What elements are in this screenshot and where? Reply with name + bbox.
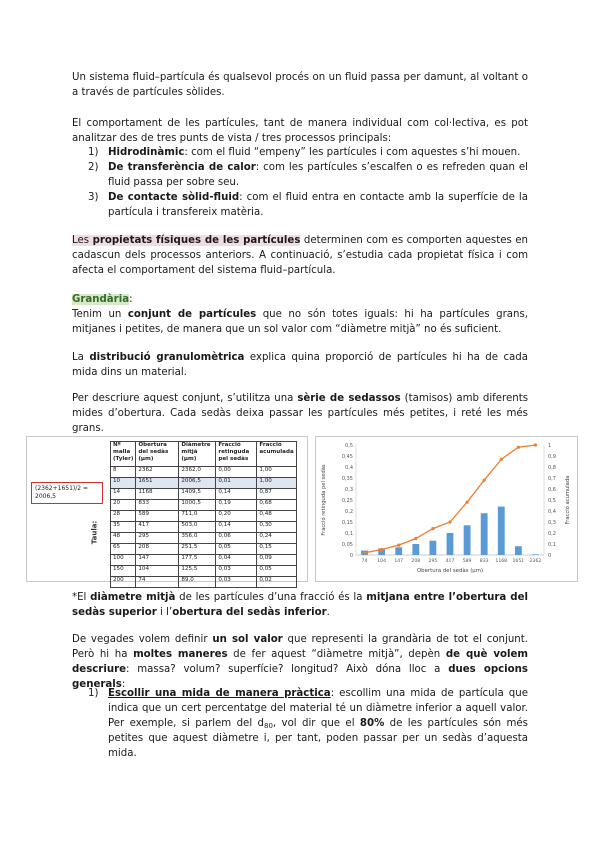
list-item: 3) De contacte sòlid-fluid: com el fluid entra en contacte amb la superfície de la partícula i transfereix matèria. [88,192,528,218]
bar [532,554,539,555]
x-tick-label: 1651 [512,559,525,564]
y2-tick-label: 0,3 [548,519,556,526]
table-cell: 0,03 [216,566,257,577]
table-cell: 10 [111,478,136,489]
table-cell: 20 [111,500,136,511]
table-cell: 0,14 [216,522,257,533]
y2-tick-label: 0,8 [548,464,556,471]
table-cell: 1409,5 [179,489,216,500]
table-cell: 0,01 [216,478,257,489]
table-cell: 1651 [136,478,179,489]
single-value-paragraph: De vegades volem definir un sol valor que representi la grandària de tot el conjunt. Però hi ha moltes maneres de fer aquest “diàmetre mitjà”, depèn de què volem descriure: massa? volum? superfície? longitud? Això dóna lloc a dues opcions generals: [72,634,528,690]
table-cell: 125,5 [179,566,216,577]
table-row [111,467,297,478]
table-cell: 0,05 [216,544,257,555]
y2-tick-label: 0 [548,552,552,559]
table-cell: 356,0 [179,533,216,544]
table-cell: 0,14 [216,489,257,500]
granulometry-chart [315,436,578,582]
table-cell: 177,5 [179,555,216,566]
y-tick-label: 0 [349,552,353,559]
table-cell: 1,00 [257,467,296,478]
y2-tick-label: 0,4 [548,508,556,515]
bar [515,546,522,555]
y-tick-label: 0,4 [345,464,353,471]
properties-paragraph: Les propietats físiques de les partícules determinen com es comporten aquestes en cadascun dels processos anteriors. A continuació, s’estudia cada propietat física i com afecta el comportament del sistema fluid–partícula. [72,235,528,276]
table-cell: 48 [111,533,136,544]
table-cell: 0,04 [216,555,257,566]
table-cell: 0,02 [257,577,296,588]
table-cell: 0,03 [216,577,257,588]
table-cell: 35 [111,522,136,533]
x-tick-label: 208 [411,559,421,564]
sieve-table-figure [26,436,308,582]
list-item: 2) De transferència de calor: com les partícules s’escalfen o es refreden quan el fluid passa per sobre seu. [88,162,528,188]
table-cell: 0,19 [216,500,257,511]
x-tick-label: 1168 [495,559,508,564]
table-cell: 147 [136,555,179,566]
y-tick-label: 0,25 [341,497,353,504]
table-cell: 74 [136,577,179,588]
x-tick-label: 2362 [529,559,542,564]
line-point [465,501,468,504]
table-row [111,544,297,555]
table-cell: 0,06 [216,533,257,544]
table-cell: 589 [136,511,179,522]
table-cell: 2362,0 [179,467,216,478]
table-cell: 208 [136,544,179,555]
bar [412,544,419,555]
table-cell: 100 [111,555,136,566]
y2-axis-title: Fracció acumulada [565,475,571,525]
table-cell: 200 [111,577,136,588]
perspectives-paragraph: El comportament de les partícules, tant de manera individual com col·lectiva, es pot analitzar des de tres punts de vista / tres processos principals: [72,118,528,144]
sieve-table [110,441,297,588]
column-header: Diàmetre mitjà (µm) [179,442,216,467]
table-cell: 2006,5 [179,478,216,489]
options-list [88,686,528,761]
table-cell: 251,5 [179,544,216,555]
list-item: 1) Escollir una mida de manera pràctica: escollim una mida de partícula que indica que un cert percentatge del material té un diàmetre inferior a aquell valor. Per exemple, si parlem del $d_{80}$, vol dir que el 80% de les partícules són més petites que aquest diàmetre i, per tant, poden passar per un sedàs d’aquesta mida. [88,688,528,759]
x-tick-label: 417 [445,559,455,564]
x-tick-label: 74 [361,559,368,564]
table-cell: 150 [111,566,136,577]
x-tick-label: 589 [462,559,472,564]
bar [429,541,436,555]
y-tick-label: 0,45 [341,453,353,460]
intro-paragraph: Un sistema fluid–partícula és qualsevol procés on un fluid passa per damunt, al voltant o a través de partícules sòlides. [72,72,528,98]
y2-tick-label: 0,6 [548,486,556,493]
line-point [483,479,486,482]
y-tick-label: 0,05 [341,541,353,548]
table-row [111,478,297,489]
y2-tick-label: 0,7 [548,475,556,482]
y2-tick-label: 1 [548,442,552,449]
bar [498,507,505,555]
bar [395,547,402,555]
line-point [397,544,400,547]
table-cell: 0,00 [216,467,257,478]
grandaria-section: Grandària: Tenim un conjunt de partícules que no són totes iguals: hi ha partícules grans, mitjanes i petites, de manera que un sol valor com “diàmetre mitjà” no és suficient. [72,294,529,335]
table-cell: 14 [111,489,136,500]
y-tick-label: 0,3 [345,486,353,493]
table-cell: 0,24 [257,533,296,544]
y-tick-label: 0,1 [345,530,353,537]
table-cell: 65 [111,544,136,555]
table-row [111,489,297,500]
perspectives-list [88,145,528,220]
table-row [111,500,297,511]
y2-tick-label: 0,2 [548,530,556,537]
section-heading: Grandària [72,294,130,305]
footnote-paragraph: *El diàmetre mitjà de les partícules d’una fracció és la mitjana entre l’obertura del sedàs superior i l’obertura del sedàs inferior. [72,592,528,618]
table-cell: 295 [136,533,179,544]
line-point [414,537,417,540]
table-row [111,533,297,544]
table-cell: 833 [136,500,179,511]
column-header: Nº malla (Tyler) [111,442,136,467]
column-header: Fracció acumulada [257,442,296,467]
y2-tick-label: 0,5 [548,497,556,504]
table-cell: 89,0 [179,577,216,588]
x-axis-title: Obertura del sedàs (µm) [416,568,484,574]
y2-tick-label: 0,9 [548,453,556,460]
table-cell: 0,87 [257,489,296,500]
x-tick-label: 833 [479,559,489,564]
table-row [111,555,297,566]
table-label: Taula: [90,520,99,545]
x-tick-label: 295 [428,559,438,564]
bar [464,525,471,555]
y-tick-label: 0,5 [345,442,353,449]
bar [481,513,488,555]
y2-tick-label: 0,1 [548,541,556,548]
column-header: Fracció retinguda pel sedàs [216,442,257,467]
line-point [500,458,503,461]
sieves-paragraph: Per descriure aquest conjunt, s’utilitza una sèrie de sedassos (tamisos) amb diferents mides d’obertura. Cada sedàs deixa passar les partícules més petites, i reté les més grans. [72,393,529,434]
table-cell: 1000,5 [179,500,216,511]
distribution-paragraph: La distribució granulomètrica explica quina proporció de partícules hi ha de cada mida dins un material. [72,352,528,378]
y-tick-label: 0,2 [345,508,353,515]
column-header: Obertura del sedàs (µm) [136,442,179,467]
line-point [448,520,451,523]
line-point [380,548,383,551]
table-cell: 0,48 [257,511,296,522]
line-point [363,551,366,554]
table-cell: 104 [136,566,179,577]
table-cell: 417 [136,522,179,533]
bar [447,533,454,555]
y-axis-title: Fracció retinguda pel sedàs [321,464,327,536]
table-cell: 8 [111,467,136,478]
table-row [111,522,297,533]
line-point [517,446,520,449]
table-cell: 1,00 [257,478,296,489]
x-tick-label: 147 [394,559,404,564]
line-point [534,443,537,446]
table-cell: 0,30 [257,522,296,533]
line-point [431,527,434,530]
table-row [111,566,297,577]
table-cell: 0,15 [257,544,296,555]
table-cell: 1168 [136,489,179,500]
table-row [111,577,297,588]
table-cell: 0,68 [257,500,296,511]
table-row [111,511,297,522]
y-tick-label: 0,35 [341,475,353,482]
table-cell: 28 [111,511,136,522]
list-item: 1) Hidrodinàmic: com el fluid “empeny” les partícules i com aquestes s’hi mouen. [88,147,521,158]
table-cell: 0,05 [257,566,296,577]
calculation-note: (2362+1651)/2 = 2006,5 [31,482,103,504]
table-cell: 2362 [136,467,179,478]
x-tick-label: 104 [377,559,387,564]
y-tick-label: 0,15 [341,519,353,526]
table-cell: 711,0 [179,511,216,522]
table-cell: 503,0 [179,522,216,533]
chart-svg [316,437,577,581]
table-cell: 0,20 [216,511,257,522]
table-cell: 0,09 [257,555,296,566]
